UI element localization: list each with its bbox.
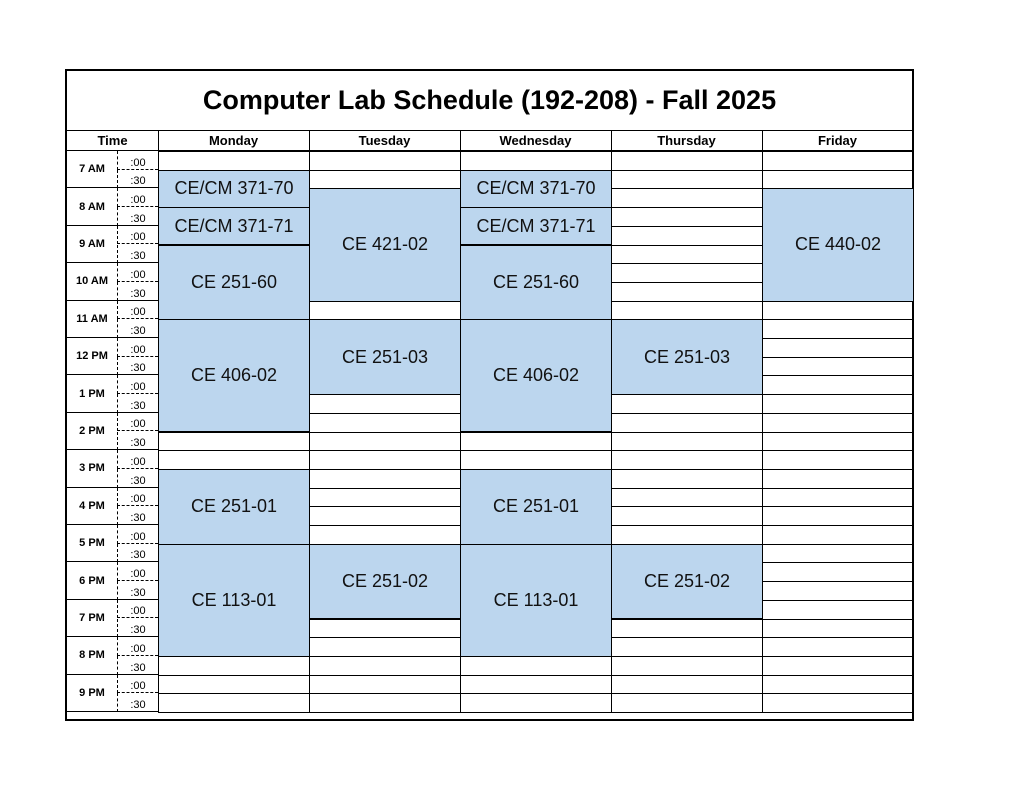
- minute-label: :00: [117, 263, 158, 282]
- hour-label: 8 AM: [67, 188, 117, 225]
- minute-label: :00: [117, 637, 158, 656]
- minute-label: :00: [117, 675, 158, 694]
- minute-label: :30: [117, 544, 158, 563]
- minute-label: :30: [117, 245, 158, 264]
- minute-label: :00: [117, 151, 158, 170]
- day-header-wednesday: Wednesday: [460, 131, 611, 151]
- minute-label: :30: [117, 207, 158, 226]
- hour-label: 11 AM: [67, 301, 117, 338]
- minute-label: :00: [117, 301, 158, 320]
- minute-label: :30: [117, 656, 158, 675]
- class-block[interactable]: CE/CM 371-70: [158, 170, 310, 208]
- class-block[interactable]: CE 251-03: [309, 319, 461, 395]
- minute-label: :00: [117, 338, 158, 357]
- time-column-header: Time: [67, 131, 158, 151]
- class-block[interactable]: CE/CM 371-71: [460, 207, 612, 245]
- hour-label: 8 PM: [67, 637, 117, 674]
- class-block[interactable]: CE 251-60: [460, 245, 612, 321]
- hour-label: 5 PM: [67, 525, 117, 562]
- class-block[interactable]: CE/CM 371-71: [158, 207, 310, 245]
- day-header-tuesday: Tuesday: [309, 131, 460, 151]
- hour-label: 7 AM: [67, 151, 117, 188]
- class-block[interactable]: CE 251-01: [158, 469, 310, 545]
- minute-label: :00: [117, 188, 158, 207]
- minute-label: :00: [117, 226, 158, 245]
- class-block[interactable]: CE 440-02: [762, 188, 914, 301]
- minute-label: :00: [117, 450, 158, 469]
- minute-label: :00: [117, 413, 158, 432]
- class-block[interactable]: CE 113-01: [460, 544, 612, 657]
- minute-label: :00: [117, 600, 158, 619]
- minute-label: :00: [117, 525, 158, 544]
- class-block[interactable]: CE 251-01: [460, 469, 612, 545]
- class-block[interactable]: CE 251-60: [158, 245, 310, 321]
- page-title: Computer Lab Schedule (192-208) - Fall 2025: [67, 71, 912, 131]
- minute-label: :30: [117, 282, 158, 301]
- class-block[interactable]: CE 113-01: [158, 544, 310, 657]
- hour-label: 4 PM: [67, 488, 117, 525]
- day-header-friday: Friday: [762, 131, 913, 151]
- hour-label: 10 AM: [67, 263, 117, 300]
- hour-label: 2 PM: [67, 413, 117, 450]
- minute-label: :30: [117, 319, 158, 338]
- schedule-sheet: [65, 69, 914, 721]
- minute-label: :00: [117, 375, 158, 394]
- minute-label: :30: [117, 394, 158, 413]
- minute-label: :30: [117, 581, 158, 600]
- hour-label: 9 AM: [67, 226, 117, 263]
- day-header-thursday: Thursday: [611, 131, 762, 151]
- class-block[interactable]: CE 406-02: [460, 319, 612, 432]
- row-divider: [158, 450, 913, 451]
- minute-label: :30: [117, 469, 158, 488]
- minute-label: :30: [117, 619, 158, 638]
- minute-label: :00: [117, 562, 158, 581]
- hour-label: 6 PM: [67, 562, 117, 599]
- minute-label: :30: [117, 506, 158, 525]
- hour-label: 3 PM: [67, 450, 117, 487]
- class-block[interactable]: CE 421-02: [309, 188, 461, 301]
- row-divider: [158, 151, 913, 152]
- minute-label: :30: [117, 432, 158, 451]
- hour-label: 7 PM: [67, 600, 117, 637]
- hour-label: 1 PM: [67, 375, 117, 412]
- row-divider: [158, 712, 913, 713]
- minute-label: :30: [117, 357, 158, 376]
- hour-label: 12 PM: [67, 338, 117, 375]
- day-header-monday: Monday: [158, 131, 309, 151]
- class-block[interactable]: CE 406-02: [158, 319, 310, 432]
- row-divider: [158, 693, 913, 694]
- minute-label: :30: [117, 170, 158, 189]
- class-block[interactable]: CE 251-02: [611, 544, 763, 620]
- class-block[interactable]: CE 251-03: [611, 319, 763, 395]
- minute-label: :00: [117, 488, 158, 507]
- minute-label: :30: [117, 693, 158, 712]
- class-block[interactable]: CE 251-02: [309, 544, 461, 620]
- row-divider: [158, 675, 913, 676]
- hour-label: 9 PM: [67, 675, 117, 712]
- class-block[interactable]: CE/CM 371-70: [460, 170, 612, 208]
